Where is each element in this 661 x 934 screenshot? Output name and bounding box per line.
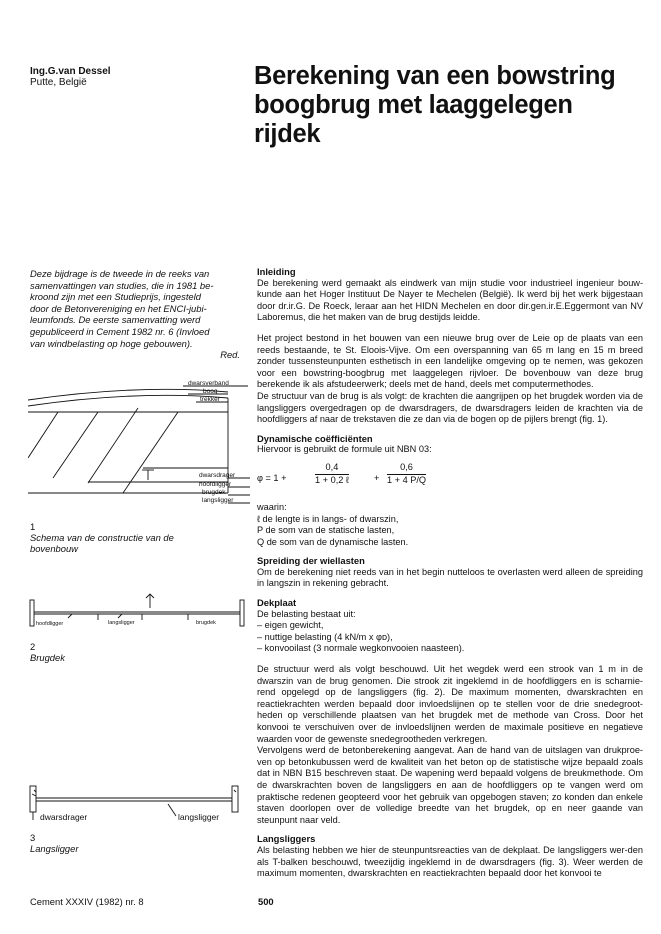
definition: ℓ de lengte is in langs- of dwarszin, bbox=[257, 513, 399, 524]
arch-top-line bbox=[28, 389, 228, 400]
journal-footer: Cement XXXIV (1982) nr. 8 bbox=[30, 896, 144, 907]
intro-line: gepubliceerd in Cement 1982 nr. 6 (Invloed bbox=[30, 325, 210, 337]
formula-plus: + bbox=[374, 472, 380, 483]
fig3-label: dwarsdrager bbox=[40, 812, 88, 822]
definition: P de som van de statische lasten, bbox=[257, 525, 395, 536]
paragraph: Als belasting hebben we hier de steunpuntsreacties van de dekplaat. De langsliggers wer-den als T-balken beschouwd, tweezijdig ingeklemd in de dwarsdragers (fig. 3). Weer werden de maximum momenten, dwarskrachten en reactiekrachten bepaald door het konvooi te bbox=[257, 844, 643, 879]
fraction-1 bbox=[315, 462, 349, 486]
figure-number: 1 bbox=[30, 521, 36, 532]
denominator: 1 + 4 P/Q bbox=[387, 474, 427, 485]
fig2-label: hoofdligger bbox=[36, 621, 64, 627]
section-heading-langsliggers: Langsliggers bbox=[257, 833, 316, 845]
list-item: – eigen gewicht, bbox=[257, 620, 324, 631]
paragraph: De structuur van de brug is als volgt: de krachten die aangrijpen op het brugdek worden via de langsliggers overgedragen op de dwarsdragers, de dwarsdragers leiden de krachten via de hoofdliggers af naar de trekstaven die ze dan via de bogen op de pijlers brengt (fig. 1). bbox=[257, 390, 643, 425]
section-heading-spreiding: Spreiding der wiellasten bbox=[257, 555, 365, 567]
fig3-label: langsligger bbox=[178, 812, 220, 822]
fig1-label: hoofdligger bbox=[199, 481, 232, 488]
paragraph: Hiervoor is gebruikt de formule uit NBN 03: bbox=[257, 444, 432, 455]
author-place: Putte, België bbox=[30, 77, 87, 88]
numerator: 0,4 bbox=[315, 462, 349, 475]
paragraph: waarin: bbox=[257, 501, 287, 512]
arch-line bbox=[28, 395, 228, 406]
list-item: – konvooilast (3 normale wegkonvooien naasteen). bbox=[257, 643, 465, 654]
section-heading-dekplaat: Dekplaat bbox=[257, 597, 297, 609]
definition: Q de som van de dynamische lasten. bbox=[257, 536, 409, 547]
intro-line: samenvattingen van studies, die in 1981 be- bbox=[30, 279, 214, 291]
paragraph: Het project bestond in het bouwen van een nieuwe brug over de Leie op de plaats van een reeds bestaande, te St. Eloois-Vijve. Om een overspanning van 65 m lang en 15 m breed zonder tussensteunpunten esthetisch in een landelijke omgeving op te nemen, was gekozen voor een bowstring-boogbrug met laaggelegen rijvloer. De bovenbouw van deze brug berekende ik als afstudeerwerk; deels met de hand, deels met computermethodes. bbox=[257, 332, 643, 390]
paragraph: De berekening werd gemaakt als eindwerk van mijn studie voor industrieel ingenieur bouw-kunde aan het Hoger Instituut De Nayer te Mechelen (België). Ik werd bij het werk bijgestaan door dr.ir.G. De Roeck, leraar aan het HIDN Mechelen en door dir.gen.ir.E.Eggermont van NV Laboremus, die het maken van de brug destijds leidde. bbox=[257, 277, 643, 323]
figure-number: 2 bbox=[30, 641, 36, 652]
intro-line: Deze bijdrage is de tweede in de reeks van bbox=[30, 268, 210, 279]
fig1-label: trekker bbox=[200, 396, 220, 403]
fig1-label: boog bbox=[203, 388, 218, 395]
fig2-label: brugdek bbox=[196, 620, 216, 626]
caption-line: Schema van de constructie van de bbox=[30, 532, 174, 543]
editor-signature: Red. bbox=[220, 349, 240, 361]
section-heading-inleiding: Inleiding bbox=[257, 266, 296, 277]
formula bbox=[257, 462, 643, 498]
formula-lhs: φ = 1 + bbox=[257, 472, 287, 483]
denominator: 1 + 0,2 ℓ bbox=[315, 474, 349, 485]
page-number: 500 bbox=[258, 896, 274, 907]
editor-intro bbox=[30, 268, 240, 361]
figure-1-caption bbox=[30, 521, 240, 554]
figure-number: 3 bbox=[30, 832, 36, 843]
numerator: 0,6 bbox=[387, 462, 426, 475]
figure-2-caption bbox=[30, 641, 240, 663]
fig1-label: langsligger bbox=[202, 497, 234, 504]
fig1-label: dwarsverband bbox=[188, 380, 229, 387]
paragraph: De structuur werd als volgt beschouwd. Uit het wegdek werd een strook van 1 m in de dwarszin van de brug genomen. Die strook zit ingeklemd in de hoofdliggers en is scharnie-rend opgelegd op de langsliggers (fig. 2). De maximum momenten, dwarskrachten en reactiekrachten werden bepaald door invloedslijnen op te stellen voor de drie snedegroot-heden op verschillende plaatsen van het brugdek met de methode van Cross. Door het konvooi te verschuiven over de invloedslijnen werden de maximale positieve en negatieve waarden voor de gewenste snedegrootheden verkregen. bbox=[257, 664, 643, 744]
fig1-label: dwarsdrager bbox=[199, 472, 236, 479]
figure-3-caption bbox=[30, 832, 240, 854]
figure-2-diagram bbox=[28, 590, 253, 630]
main-column bbox=[257, 266, 643, 880]
author-block bbox=[30, 66, 111, 88]
title-line: boogbrug met laaggelegen bbox=[254, 91, 573, 119]
section-heading-dynamic: Dynamische coëfficiënten bbox=[257, 432, 373, 444]
caption-line: Brugdek bbox=[30, 652, 65, 663]
intro-line: kroond zijn met een Studieprijs, ingesteld bbox=[30, 291, 201, 303]
author-name: Ing.G.van Dessel bbox=[30, 66, 111, 77]
intro-line: leumfonds. De eerste samenvatting werd bbox=[30, 314, 201, 326]
fig2-label: langsligger bbox=[108, 620, 135, 626]
title-line: rijdek bbox=[254, 120, 321, 148]
caption-line: Langsligger bbox=[30, 843, 79, 854]
caption-line: bovenbouw bbox=[30, 543, 78, 554]
paragraph: Om de berekening niet reeds van in het begin nutteloos te overlasten werd alleen de spreiding in langszin in rekening gebracht. bbox=[257, 566, 643, 589]
fraction-2 bbox=[387, 462, 426, 486]
list-item: – nuttige belasting (4 kN/m x φᴅ), bbox=[257, 631, 393, 642]
title-line: Berekening van een bowstring bbox=[254, 62, 616, 90]
figure-1-diagram bbox=[28, 378, 253, 518]
paragraph: Vervolgens werd de betonberekening aangevat. Aan de hand van de uitslagen van drukproe-ven op betonkubussen werd de kwaliteit van het beton op de statistische wijze bepaald zoals dat in NBN B15 beschreven staat. De wapening werd bepaald volgens de breukmethode. Om de dwarskrachten boven de langsliggers en aan de hoofdliggers op te vangen werd om praktische redenen geopteerd voor het gebruik van opgebogen staven; zo konden dan enkele staven doorlopen over de volledige breedte van het brugdek, op en neer gaande van steunpunt naar veld. bbox=[257, 745, 643, 825]
fig1-label: brugdek bbox=[202, 489, 226, 496]
article-title bbox=[254, 62, 644, 149]
intro-line: door de Betonvereniging en het ENCI-jubi- bbox=[30, 302, 207, 314]
figure-3-diagram bbox=[28, 782, 253, 826]
paragraph: De belasting bestaat uit: bbox=[257, 608, 356, 619]
intro-line: van windbelasting op hoge gebouwen). bbox=[30, 337, 193, 349]
